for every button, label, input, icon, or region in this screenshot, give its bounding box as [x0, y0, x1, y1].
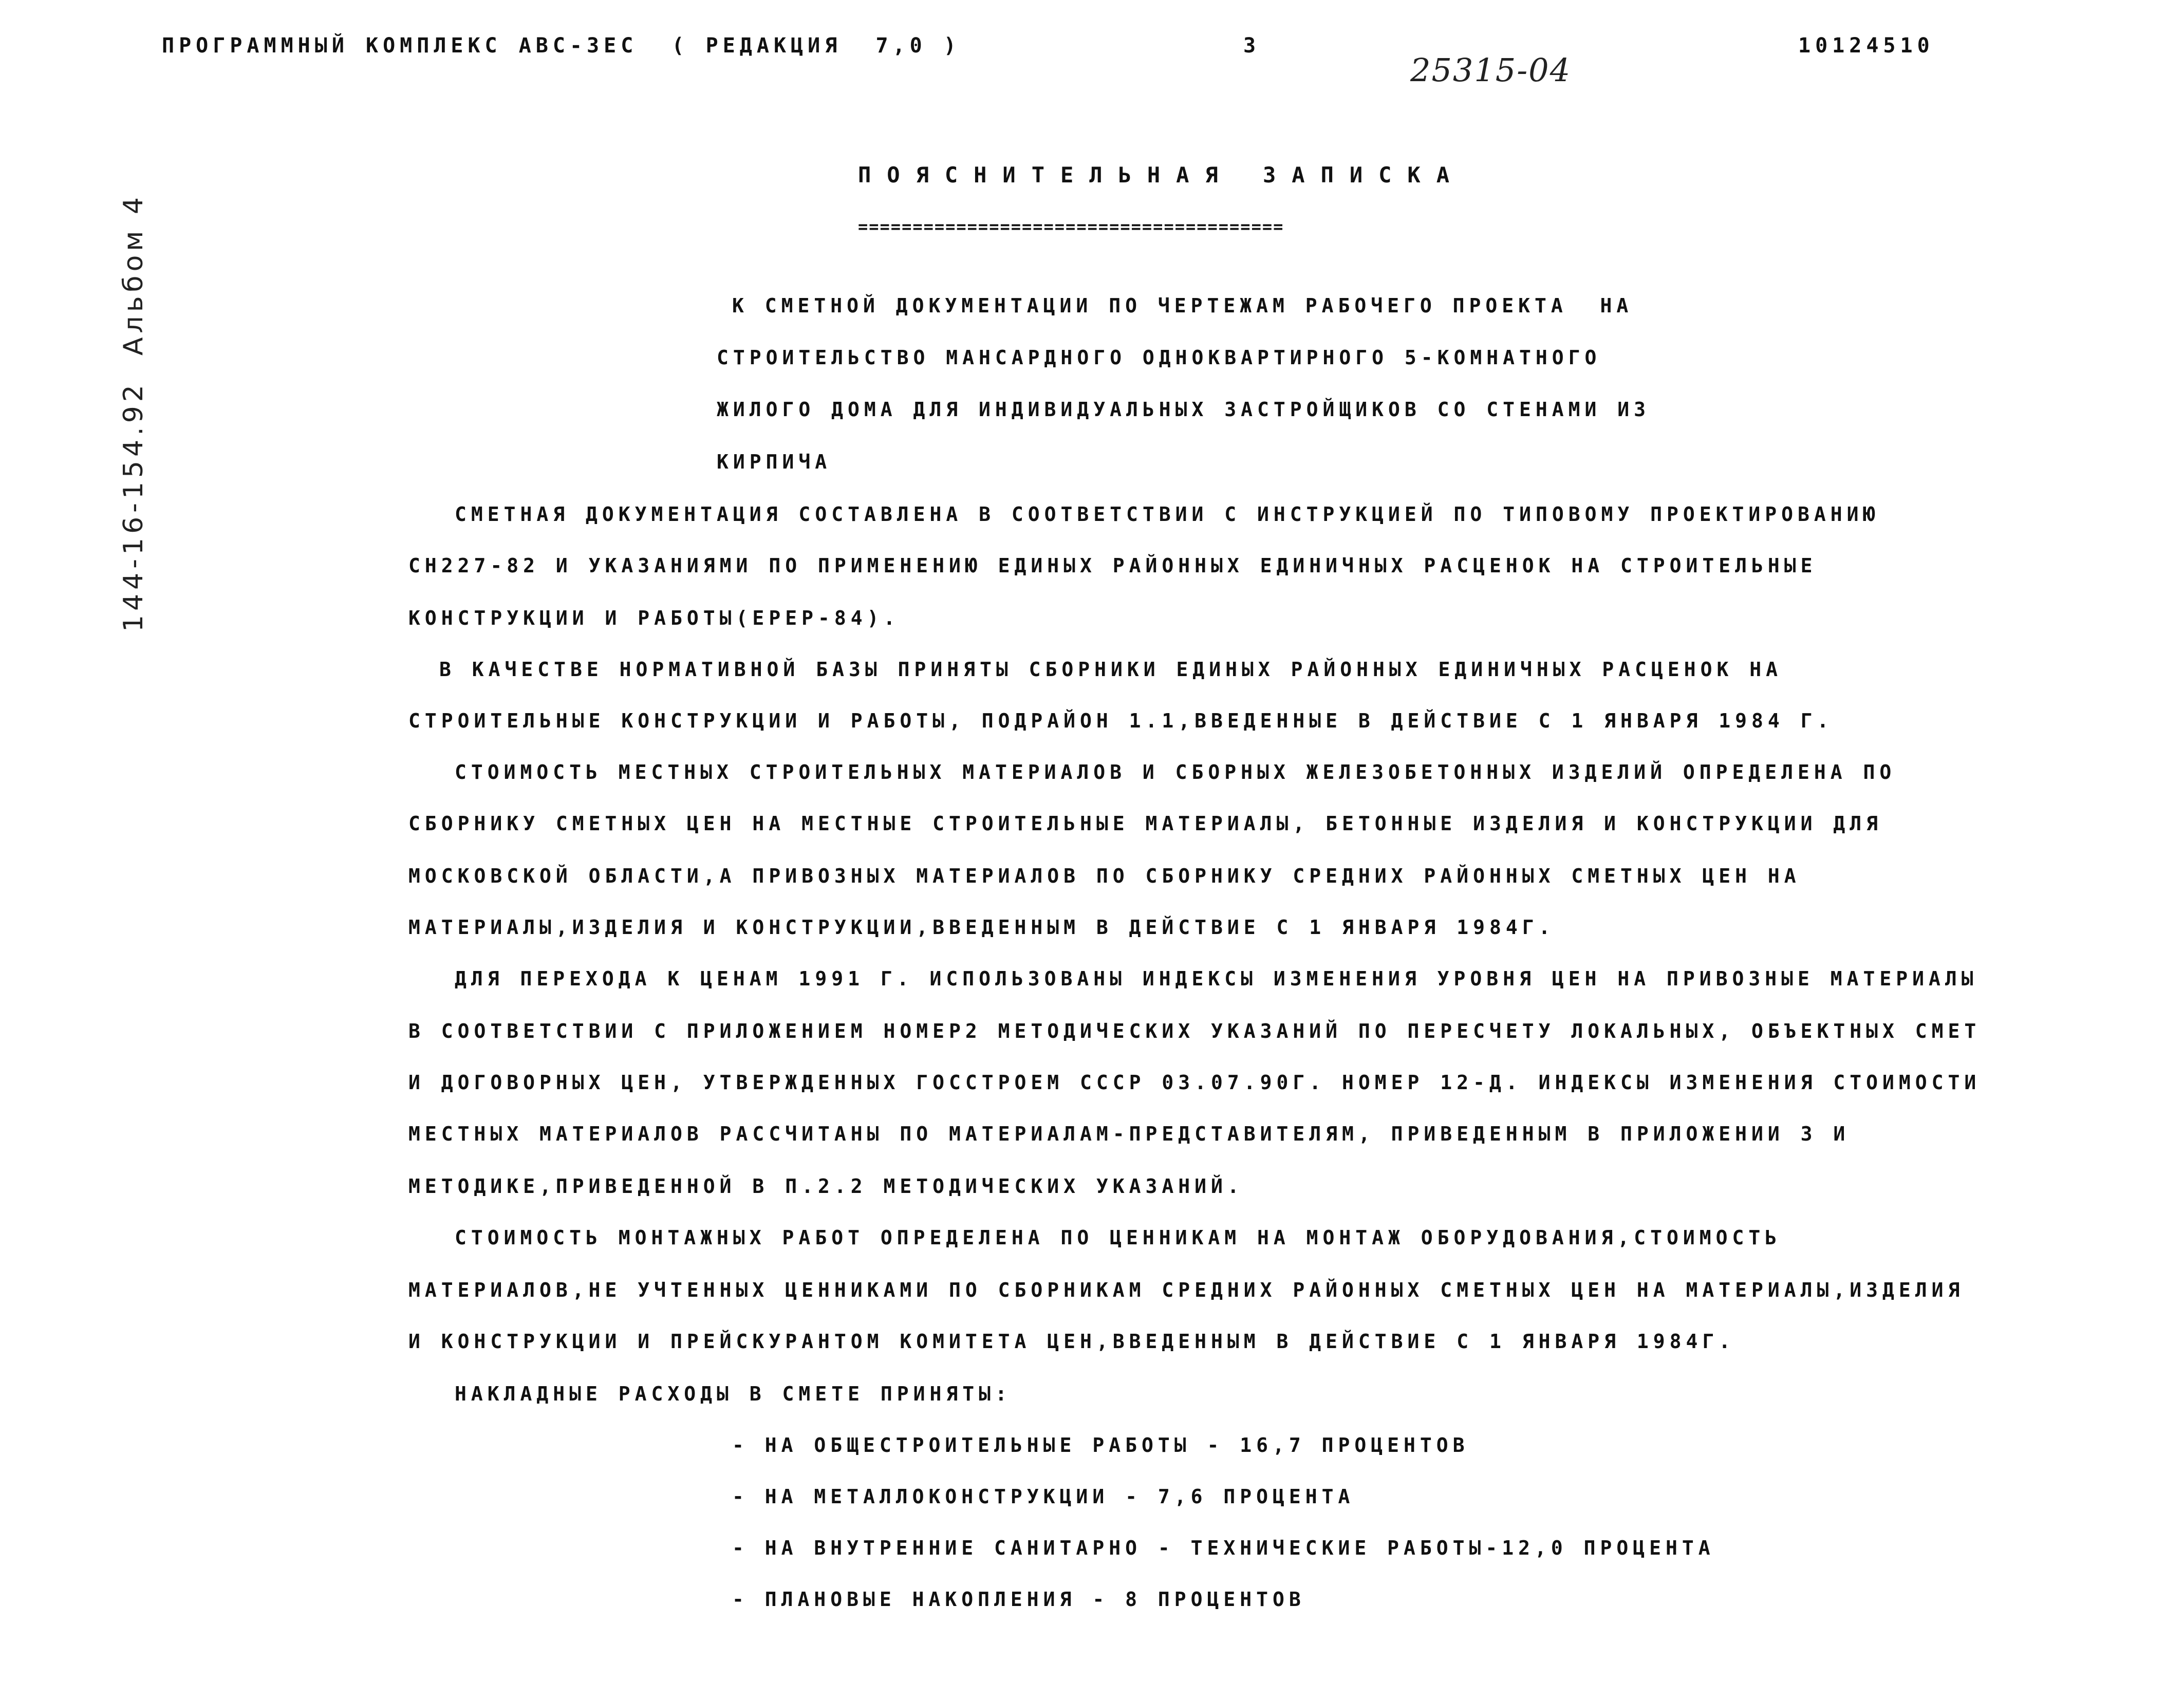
body-line: СБОРНИКУ СМЕТНЫХ ЦЕН НА МЕСТНЫЕ СТРОИТЕЛЬНЫЕ МАТЕРИАЛЫ, БЕТОННЫЕ ИЗДЕЛИЯ И КОНСТРУКЦИИ ДЛЯ: [408, 812, 1883, 835]
body-line: В КАЧЕСТВЕ НОРМАТИВНОЙ БАЗЫ ПРИНЯТЫ СБОРНИКИ ЕДИНЫХ РАЙОННЫХ ЕДИНИЧНЫХ РАСЦЕНОК НА: [439, 658, 1782, 681]
body-line: НАКЛАДНЫЕ РАСХОДЫ В СМЕТЕ ПРИНЯТЫ:: [455, 1383, 1012, 1405]
rate-list-item: - НА ОБЩЕСТРОИТЕЛЬНЫЕ РАБОТЫ - 16,7 ПРОЦЕНТОВ: [732, 1434, 1469, 1457]
body-line: В СООТВЕТСТВИИ С ПРИЛОЖЕНИЕМ НОМЕР2 МЕТОДИЧЕСКИХ УКАЗАНИЙ ПО ПЕРЕСЧЕТУ ЛОКАЛЬНЫХ, ОБЪЕКТНЫХ СМЕТ: [408, 1020, 1981, 1042]
body-line: СТОИМОСТЬ МОНТАЖНЫХ РАБОТ ОПРЕДЕЛЕНА ПО ЦЕННИКАМ НА МОНТАЖ ОБОРУДОВАНИЯ,СТОИМОСТЬ: [455, 1226, 1782, 1249]
body-line: СТОИМОСТЬ МЕСТНЫХ СТРОИТЕЛЬНЫХ МАТЕРИАЛОВ И СБОРНЫХ ЖЕЛЕЗОБЕТОННЫХ ИЗДЕЛИЙ ОПРЕДЕЛЕНА ПО: [455, 761, 1896, 783]
rate-list-item: - ПЛАНОВЫЕ НАКОПЛЕНИЯ - 8 ПРОЦЕНТОВ: [732, 1588, 1305, 1611]
body-line: МАТЕРИАЛЫ,ИЗДЕЛИЯ И КОНСТРУКЦИИ,ВВЕДЕННЫМ В ДЕЙСТВИЕ С 1 ЯНВАРЯ 1984Г.: [408, 916, 1555, 939]
rate-list-item: - НА МЕТАЛЛОКОНСТРУКЦИИ - 7,6 ПРОЦЕНТА: [732, 1485, 1355, 1508]
page-title: ПОЯСНИТЕЛЬНАЯ ЗАПИСКА: [858, 162, 1466, 188]
body-line: МЕТОДИКЕ,ПРИВЕДЕННОЙ В П.2.2 МЕТОДИЧЕСКИХ УКАЗАНИЙ.: [408, 1175, 1244, 1198]
rate-list-item: - НА ВНУТРЕННИЕ САНИТАРНО - ТЕХНИЧЕСКИЕ РАБОТЫ-12,0 ПРОЦЕНТА: [732, 1537, 1715, 1559]
body-line: МОСКОВСКОЙ ОБЛАСТИ,А ПРИВОЗНЫХ МАТЕРИАЛОВ ПО СБОРНИКУ СРЕДНИХ РАЙОННЫХ СМЕТНЫХ ЦЕН НА: [408, 865, 1801, 887]
intro-line: СТРОИТЕЛЬСТВО МАНСАРДНОГО ОДНОКВАРТИРНОГО 5-КОМНАТНОГО: [717, 346, 1601, 369]
handwritten-number: 25315-04: [1410, 51, 1572, 89]
body-line: СТРОИТЕЛЬНЫЕ КОНСТРУКЦИИ И РАБОТЫ, ПОДРАЙОН 1.1,ВВЕДЕННЫЕ В ДЕЙСТВИЕ С 1 ЯНВАРЯ 1984 Г.: [408, 710, 1834, 732]
body-line: СМЕТНАЯ ДОКУМЕНТАЦИЯ СОСТАВЛЕНА В СООТВЕТСТВИИ С ИНСТРУКЦИЕЙ ПО ТИПОВОМУ ПРОЕКТИРОВАНИЮ: [455, 503, 1880, 526]
body-line: МАТЕРИАЛОВ,НЕ УЧТЕННЫХ ЦЕННИКАМИ ПО СБОРНИКАМ СРЕДНИХ РАЙОННЫХ СМЕТНЫХ ЦЕН НА МАТЕРИАЛЫ,ИЗДЕЛИЯ: [408, 1279, 1965, 1301]
body-line: И ДОГОВОРНЫХ ЦЕН, УТВЕРЖДЕННЫХ ГОССТРОЕМ СССР 03.07.90Г. НОМЕР 12-Д. ИНДЕКСЫ ИЗМЕНЕНИЯ СТОИМОСТИ: [408, 1071, 1981, 1094]
body-line: И КОНСТРУКЦИИ И ПРЕЙСКУРАНТОМ КОМИТЕТА ЦЕН,ВВЕДЕННЫМ В ДЕЙСТВИЕ С 1 ЯНВАРЯ 1984Г.: [408, 1330, 1735, 1353]
intro-line: КИРПИЧА: [717, 451, 832, 473]
side-album-note: 144-16-154.92 Альбом 4: [118, 193, 149, 632]
body-line: КОНСТРУКЦИИ И РАБОТЫ(ЕРЕР-84).: [408, 607, 900, 629]
body-line: ДЛЯ ПЕРЕХОДА К ЦЕНАМ 1991 Г. ИСПОЛЬЗОВАНЫ ИНДЕКСЫ ИЗМЕНЕНИЯ УРОВНЯ ЦЕН НА ПРИВОЗНЫЕ МАТЕРИАЛЫ: [455, 967, 1978, 990]
body-line: СН227-82 И УКАЗАНИЯМИ ПО ПРИМЕНЕНИЮ ЕДИНЫХ РАЙОННЫХ ЕДИНИЧНЫХ РАСЦЕНОК НА СТРОИТЕЛЬНЫЕ: [408, 554, 1817, 577]
page-number: 3: [1243, 34, 1261, 58]
title-underline: =======================================: [858, 217, 1284, 236]
intro-line: К СМЕТНОЙ ДОКУМЕНТАЦИИ ПО ЧЕРТЕЖАМ РАБОЧЕГО ПРОЕКТА НА: [732, 294, 1633, 317]
header-program-title: ПРОГРАММНЫЙ КОМПЛЕКС АВС-ЗЕС ( РЕДАКЦИЯ 7,0 ): [162, 34, 961, 58]
document-code: 10124510: [1798, 34, 1934, 58]
intro-line: ЖИЛОГО ДОМА ДЛЯ ИНДИВИДУАЛЬНЫХ ЗАСТРОЙЩИКОВ СО СТЕНАМИ ИЗ: [717, 398, 1651, 421]
body-line: МЕСТНЫХ МАТЕРИАЛОВ РАССЧИТАНЫ ПО МАТЕРИАЛАМ-ПРЕДСТАВИТЕЛЯМ, ПРИВЕДЕННЫМ В ПРИЛОЖЕНИИ 3 И: [408, 1123, 1850, 1145]
